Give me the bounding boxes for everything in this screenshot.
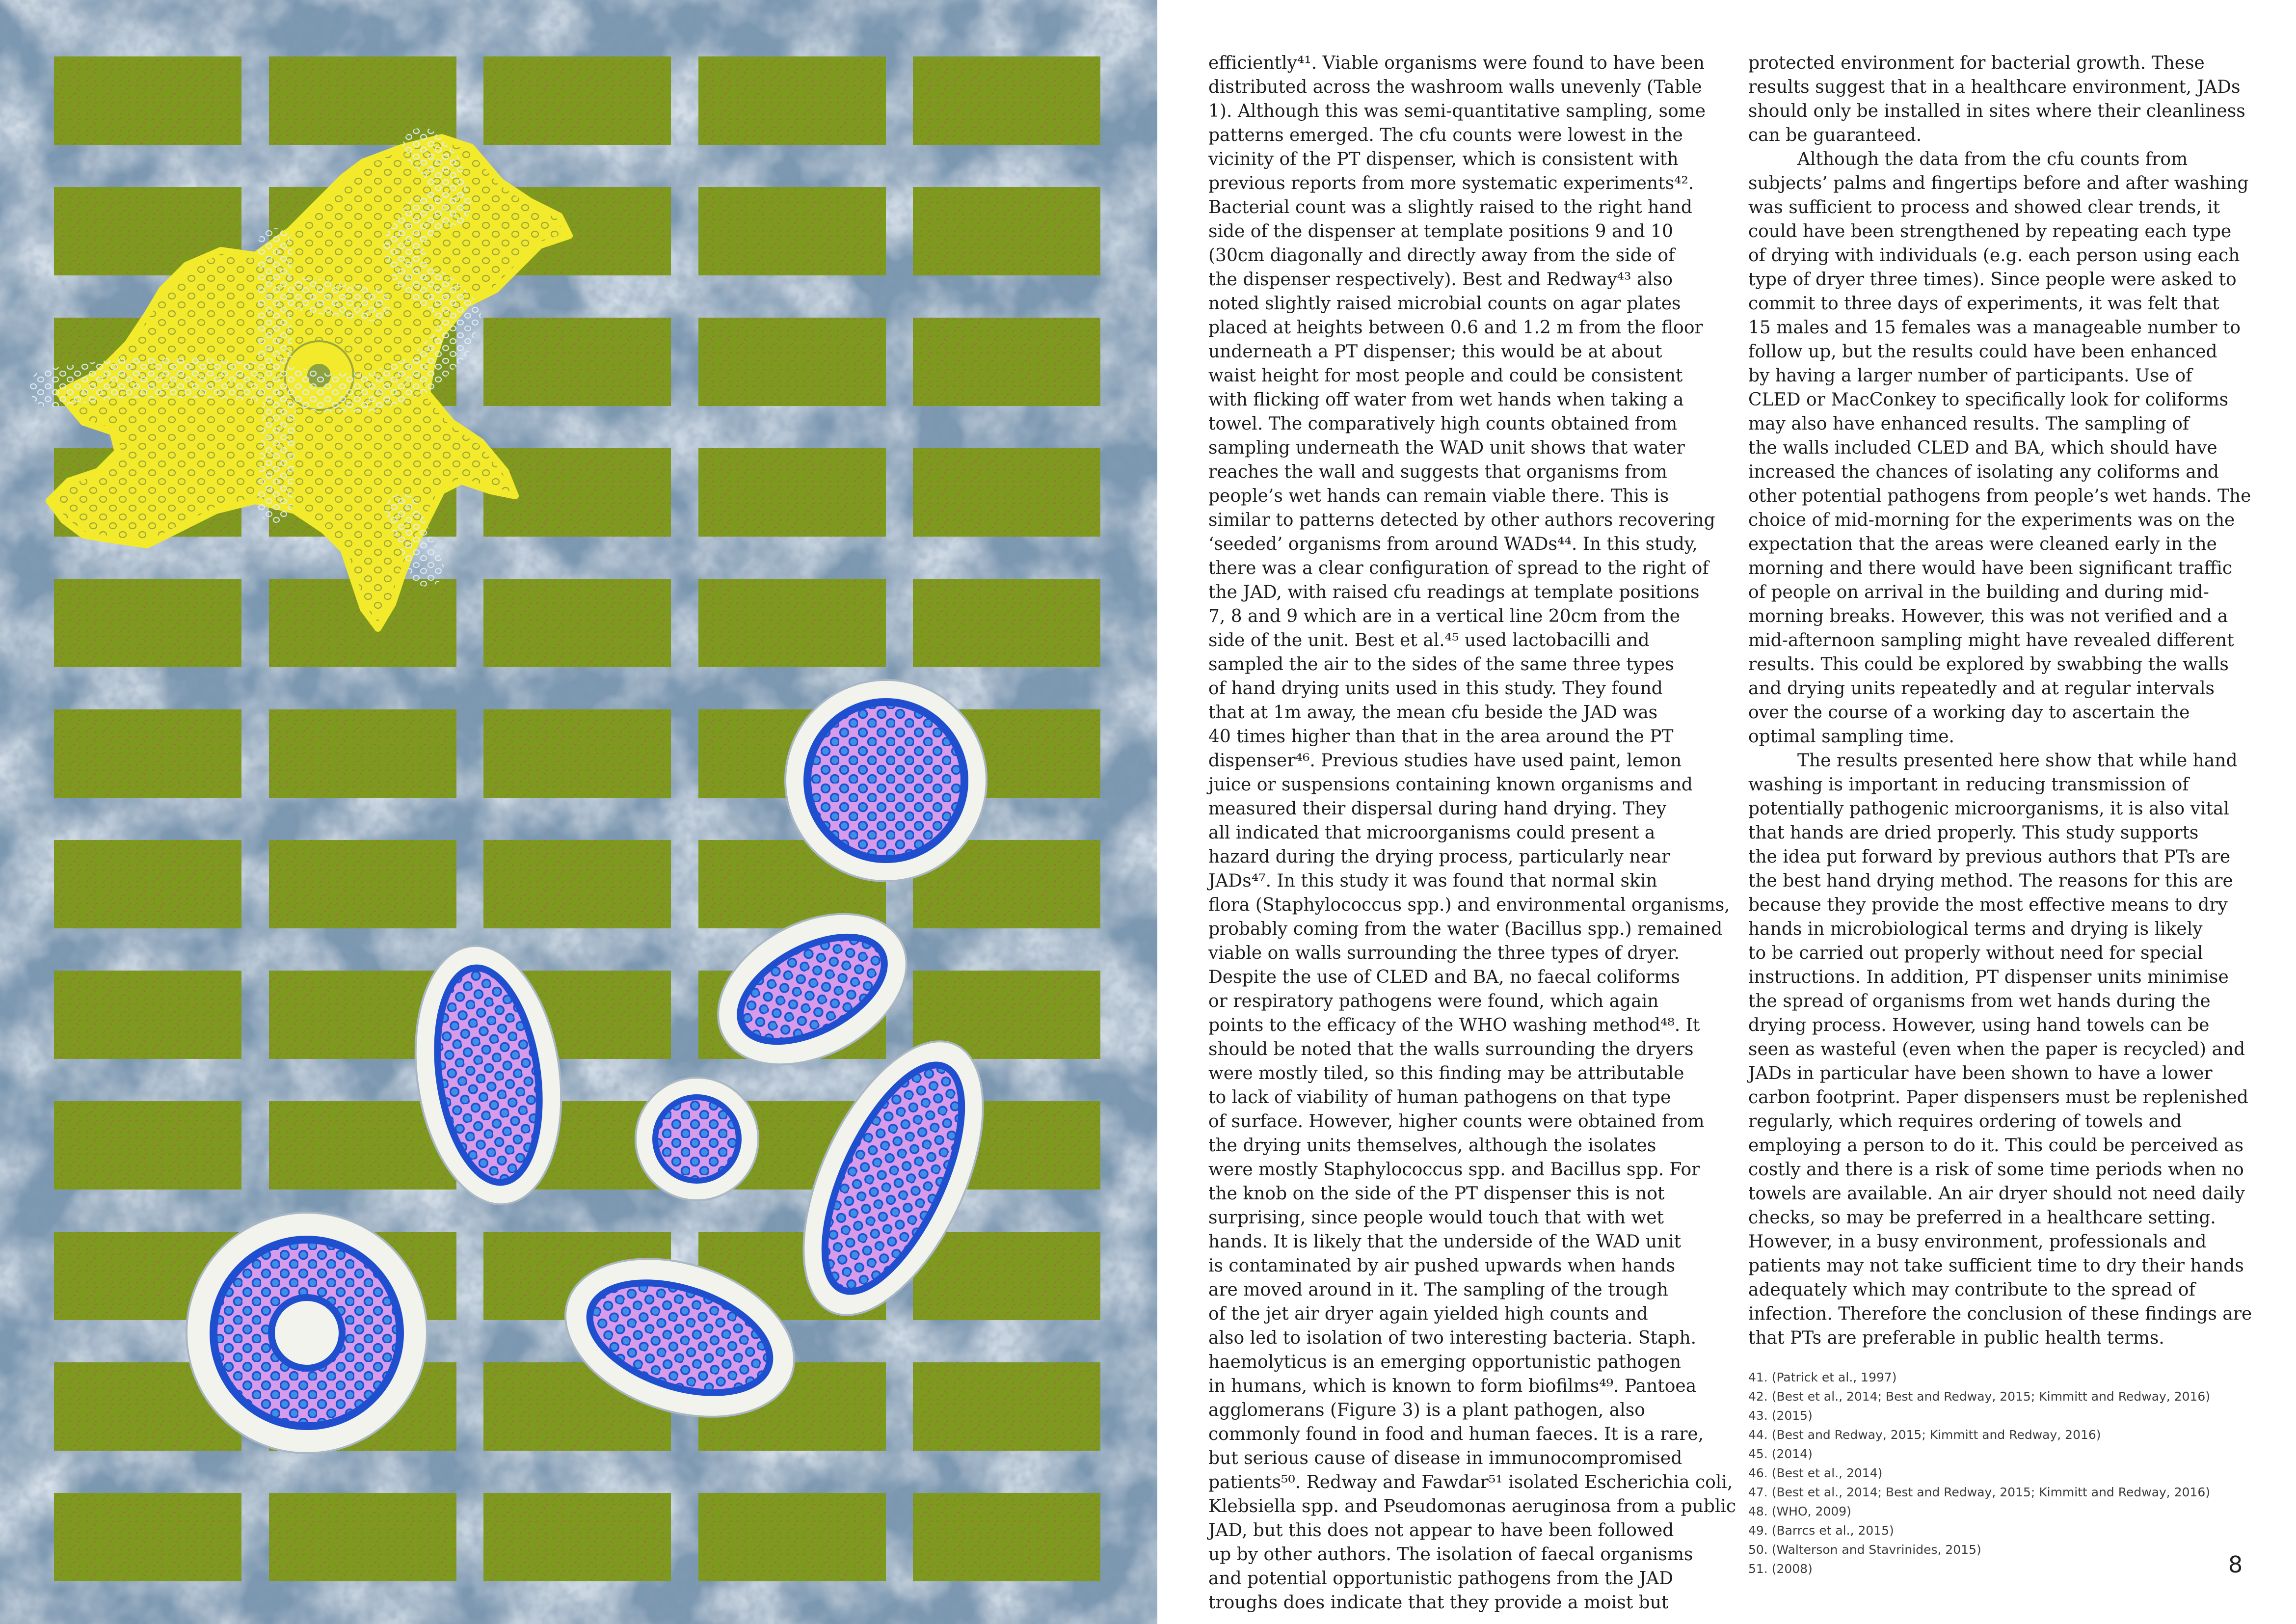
tile <box>269 1493 456 1581</box>
text-line: type of dryer three times). Since people were asked to <box>1748 270 2237 290</box>
text-line: to lack of viability of human pathogens on that type <box>1208 1087 1671 1108</box>
text-line: mid-afternoon sampling might have revealed different <box>1748 630 2234 650</box>
tile <box>698 187 886 275</box>
text-line: protected environment for bacterial growth. These <box>1748 53 2205 73</box>
text-line: are moved around in it. The sampling of the trough <box>1208 1280 1668 1300</box>
tile <box>913 579 1100 667</box>
text-line: results. This could be explored by swabbing the walls <box>1748 654 2229 675</box>
text-line: of the jet air dryer again yielded high counts and <box>1208 1304 1648 1324</box>
text-line: JADs⁴⁷. In this study it was found that normal skin <box>1208 871 1657 891</box>
text-line: the knob on the side of the PT dispenser this is not <box>1208 1184 1665 1204</box>
text-line: subjects’ palms and fingertips before and after washing <box>1748 173 2249 193</box>
text-line: of drying with individuals (e.g. each person using each <box>1748 245 2240 266</box>
text-line: the walls included CLED and BA, which should have <box>1748 438 2217 458</box>
ring-cell-icon <box>187 1213 427 1453</box>
text-line: and drying units repeatedly and at regular intervals <box>1748 678 2215 699</box>
tile <box>698 56 886 145</box>
text-line: or respiratory pathogens were found, which again <box>1208 991 1659 1011</box>
text-line: morning breaks. However, this was not verified and a <box>1748 606 2228 626</box>
tile <box>54 840 241 928</box>
text-line: infection. Therefore the conclusion of these findings are <box>1748 1304 2252 1324</box>
text-line: employing a person to do it. This could be perceived as <box>1748 1136 2244 1156</box>
tile <box>698 318 886 406</box>
text-line: choice of mid-morning for the experiments was on the <box>1748 510 2235 530</box>
footnote: 49. (Barrcs et al., 2015) <box>1748 1523 1894 1538</box>
text-line: because they provide the most effective means to dry <box>1748 895 2228 915</box>
text-line: reaches the wall and suggests that organisms from <box>1208 462 1667 482</box>
footnote: 44. (Best and Redway, 2015; Kimmitt and Redway, 2016) <box>1748 1428 2101 1442</box>
text-line: Despite the use of CLED and BA, no faecal coliforms <box>1208 967 1680 987</box>
text-line: follow up, but the results could have been enhanced <box>1748 342 2217 362</box>
text-line: haemolyticus is an emerging opportunistic pathogen <box>1208 1352 1681 1372</box>
footnote: 43. (2015) <box>1748 1408 1813 1423</box>
tile <box>54 971 241 1059</box>
text-line: optimal sampling time. <box>1748 727 1954 747</box>
footnote: 41. (Patrick et al., 1997) <box>1748 1370 1897 1384</box>
text-line: placed at heights between 0.6 and 1.2 m from the floor <box>1208 318 1703 338</box>
text-line: patients may not take sufficient time to dry their hands <box>1748 1256 2244 1276</box>
text-line: over the course of a working day to ascertain the <box>1748 703 2190 723</box>
footnote: 42. (Best et al., 2014; Best and Redway, 2015; Kimmitt and Redway, 2016) <box>1748 1389 2211 1404</box>
text-line: other potential pathogens from people’s wet hands. The <box>1748 486 2251 506</box>
tile <box>913 187 1100 275</box>
text-line: surprising, since people would touch that with wet <box>1208 1208 1664 1228</box>
page-number: 8 <box>2228 1551 2243 1578</box>
tile <box>698 579 886 667</box>
text-line: viable on walls surrounding the three types of dryer. <box>1208 943 1680 963</box>
text-line: underneath a PT dispenser; this would be at about <box>1208 342 1662 362</box>
text-line: to be carried out properly without need for special <box>1748 943 2203 963</box>
text-line: sampled the air to the sides of the same three types <box>1208 654 1674 675</box>
text-line: juice or suspensions containing known organisms and <box>1208 775 1693 795</box>
text-line: hands. It is likely that the underside of the WAD unit <box>1208 1232 1682 1252</box>
text-line: can be guaranteed. <box>1748 125 1922 145</box>
text-line: adequately which may contribute to the spread of <box>1748 1280 2195 1300</box>
tile <box>483 579 671 667</box>
small-round-cell-icon <box>636 1078 758 1200</box>
text-line: were mostly Staphylococcus spp. and Bacillus spp. For <box>1208 1160 1700 1180</box>
footnote: 51. (2008) <box>1748 1562 1813 1576</box>
text-line: 40 times higher than that in the area around the PT <box>1208 727 1674 747</box>
tile <box>483 56 671 145</box>
text-line: (30cm diagonally and directly away from the side of <box>1208 245 1675 266</box>
text-line: measured their dispersal during hand drying. They <box>1208 799 1667 819</box>
text-line: drying process. However, using hand towels can be <box>1748 1015 2210 1035</box>
text-line: that at 1m away, the mean cfu beside the JAD was <box>1208 703 1658 723</box>
text-line: 15 males and 15 females was a manageable number to <box>1748 318 2241 338</box>
tile <box>483 1493 671 1581</box>
text-line: by having a larger number of participants. Use of <box>1748 366 2192 386</box>
text-line: side of the dispenser at template positions 9 and 10 <box>1208 221 1673 242</box>
round-cell-icon <box>785 680 987 881</box>
text-line: 1). Although this was semi-quantitative sampling, some <box>1208 101 1706 121</box>
text-line: CLED or MacConkey to specifically look for coliforms <box>1748 390 2229 410</box>
text-line: JAD, but this does not appear to have been followed <box>1208 1520 1674 1541</box>
text-line: of hand drying units used in this study. They found <box>1208 678 1663 699</box>
text-line: ‘seeded’ organisms from around WADs⁴⁴. In this study, <box>1208 534 1698 554</box>
footnote: 47. (Best et al., 2014; Best and Redway, 2015; Kimmitt and Redway, 2016) <box>1748 1485 2211 1499</box>
text-line: dispenser⁴⁶. Previous studies have used paint, lemon <box>1208 751 1682 771</box>
text-line: and potential opportunistic pathogens from the JAD <box>1208 1569 1674 1589</box>
tile <box>54 579 241 667</box>
text-line: the dispenser respectively). Best and Redway⁴³ also <box>1208 270 1673 290</box>
text-line: The results presented here show that while hand <box>1797 751 2238 771</box>
text-line: patients⁵⁰. Redway and Fawdar⁵¹ isolated Escherichia coli, <box>1208 1472 1733 1492</box>
text-line: troughs does indicate that they provide a moist but <box>1208 1593 1669 1613</box>
text-line: towels are available. An air dryer should not need daily <box>1748 1184 2245 1204</box>
text-line: noted slightly raised microbial counts on agar plates <box>1208 294 1681 314</box>
text-line: towel. The comparatively high counts obtained from <box>1208 414 1678 434</box>
text-line: distributed across the washroom walls unevenly (Table <box>1208 77 1702 97</box>
tile <box>698 448 886 537</box>
text-line: hazard during the drying process, particularly near <box>1208 847 1670 867</box>
text-line: points to the efficacy of the WHO washing method⁴⁸. It <box>1208 1015 1700 1035</box>
text-line: of surface. However, higher counts were obtained from <box>1208 1111 1705 1132</box>
text-line: may also have enhanced results. The sampling of <box>1748 414 2189 434</box>
footnote: 45. (2014) <box>1748 1447 1813 1461</box>
text-line: 7, 8 and 9 which are in a vertical line 20cm from the <box>1208 606 1681 626</box>
footnotes <box>1748 1368 2210 1578</box>
text-line: the JAD, with raised cfu readings at template positions <box>1208 582 1700 602</box>
text-line: JADs in particular have been shown to have a lower <box>1748 1063 2213 1083</box>
text-line: morning and there would have been significant traffic <box>1748 558 2232 578</box>
tile <box>913 56 1100 145</box>
text-line: similar to patterns detected by other authors recovering <box>1208 510 1715 530</box>
text-line: also led to isolation of two interesting bacteria. Staph. <box>1208 1328 1697 1348</box>
footnote: 50. (Walterson and Stavrinides, 2015) <box>1748 1543 1981 1557</box>
text-line: patterns emerged. The cfu counts were lowest in the <box>1208 125 1683 145</box>
text-line: the spread of organisms from wet hands during the <box>1748 991 2211 1011</box>
text-line: regularly, which requires ordering of towels and <box>1748 1111 2182 1132</box>
text-line: should only be installed in sites where their cleanliness <box>1748 101 2245 121</box>
text-line: commonly found in food and human faeces. It is a rare, <box>1208 1424 1704 1444</box>
text-line: but serious cause of disease in immunocompromised <box>1208 1448 1682 1468</box>
text-line: flora (Staphylococcus spp.) and environmental organisms, <box>1208 895 1730 915</box>
text-line: previous reports from more systematic experiments⁴². <box>1208 173 1694 193</box>
text-line: washing is important in reducing transmission of <box>1748 775 2189 795</box>
text-line: seen as wasteful (even when the paper is recycled) and <box>1748 1039 2245 1059</box>
text-line: carbon footprint. Paper dispensers must be replenished <box>1748 1087 2248 1108</box>
footnote: 48. (WHO, 2009) <box>1748 1504 1851 1518</box>
tile <box>483 840 671 928</box>
text-column-right <box>1748 51 2259 1350</box>
text-line: However, in a busy environment, professionals and <box>1748 1232 2207 1252</box>
tile <box>483 318 671 406</box>
tile <box>54 56 241 145</box>
text-line: is contaminated by air pushed upwards when hands <box>1208 1256 1676 1276</box>
text-line: of people on arrival in the building and during mid- <box>1748 582 2209 602</box>
tile <box>698 1493 886 1581</box>
text-line: increased the chances of isolating any coliforms and <box>1748 462 2219 482</box>
text-line: agglomerans (Figure 3) is a plant pathogen, also <box>1208 1400 1645 1420</box>
text-line: checks, so may be preferred in a healthcare setting. <box>1748 1208 2216 1228</box>
tile <box>54 709 241 798</box>
tile <box>913 448 1100 537</box>
text-line: there was a clear configuration of spread to the right of <box>1208 558 1709 578</box>
text-line: costly and there is a risk of some time periods when no <box>1748 1160 2244 1180</box>
text-line: probably coming from the water (Bacillus spp.) remained <box>1208 919 1723 939</box>
text-line: side of the unit. Best et al.⁴⁵ used lactobacilli and <box>1208 630 1650 650</box>
text-line: efficiently⁴¹. Viable organisms were found to have been <box>1208 53 1705 73</box>
text-line: potentially pathogenic microorganisms, it is also vital <box>1748 799 2229 819</box>
text-line: waist height for most people and could be consistent <box>1208 366 1683 386</box>
text-line: the best hand drying method. The reasons for this are <box>1748 871 2233 891</box>
text-line: with flicking off water from wet hands when taking a <box>1208 390 1684 410</box>
text-line: people’s wet hands can remain viable there. This is <box>1208 486 1669 506</box>
text-column-left <box>1208 51 1736 1615</box>
tile <box>913 1493 1100 1581</box>
text-line: sampling underneath the WAD unit shows that water <box>1208 438 1685 458</box>
tile <box>913 318 1100 406</box>
text-line: Although the data from the cfu counts from <box>1797 149 2188 169</box>
tile <box>54 1493 241 1581</box>
text-line: the idea put forward by previous authors that PTs are <box>1748 847 2231 867</box>
text-line: vicinity of the PT dispenser, which is consistent with <box>1208 149 1679 169</box>
text-line: in humans, which is known to form biofilms⁴⁹. Pantoea <box>1208 1376 1697 1396</box>
tile <box>269 840 456 928</box>
text-line: commit to three days of experiments, it was felt that <box>1748 294 2219 314</box>
tile <box>54 1101 241 1190</box>
text-line: should be noted that the walls surrounding the dryers <box>1208 1039 1694 1059</box>
text-line: Bacterial count was a slightly raised to the right hand <box>1208 197 1692 217</box>
text-line: that PTs are preferable in public health terms. <box>1748 1328 2164 1348</box>
footnote: 46. (Best et al., 2014) <box>1748 1466 1883 1480</box>
text-line: was sufficient to process and showed clear trends, it <box>1748 197 2220 217</box>
tile <box>269 709 456 798</box>
text-line: instructions. In addition, PT dispenser units minimise <box>1748 967 2229 987</box>
tile <box>913 1362 1100 1451</box>
text-line: hands in microbiological terms and drying is likely <box>1748 919 2203 939</box>
text-line: the drying units themselves, although the isolates <box>1208 1136 1656 1156</box>
text-line: results suggest that in a healthcare environment, JADs <box>1748 77 2241 97</box>
text-line: up by other authors. The isolation of faecal organisms <box>1208 1544 1693 1565</box>
text-line: were mostly tiled, so this finding may be attributable <box>1208 1063 1684 1083</box>
text-line: Klebsiella spp. and Pseudomonas aeruginosa from a public <box>1208 1496 1736 1516</box>
text-line: could have been strengthened by repeating each type <box>1748 221 2232 242</box>
tile <box>483 709 671 798</box>
text-line: expectation that the areas were cleaned early in the <box>1748 534 2217 554</box>
text-line: that hands are dried properly. This study supports <box>1748 823 2199 843</box>
text-line: all indicated that microorganisms could present a <box>1208 823 1655 843</box>
tile <box>913 1232 1100 1320</box>
